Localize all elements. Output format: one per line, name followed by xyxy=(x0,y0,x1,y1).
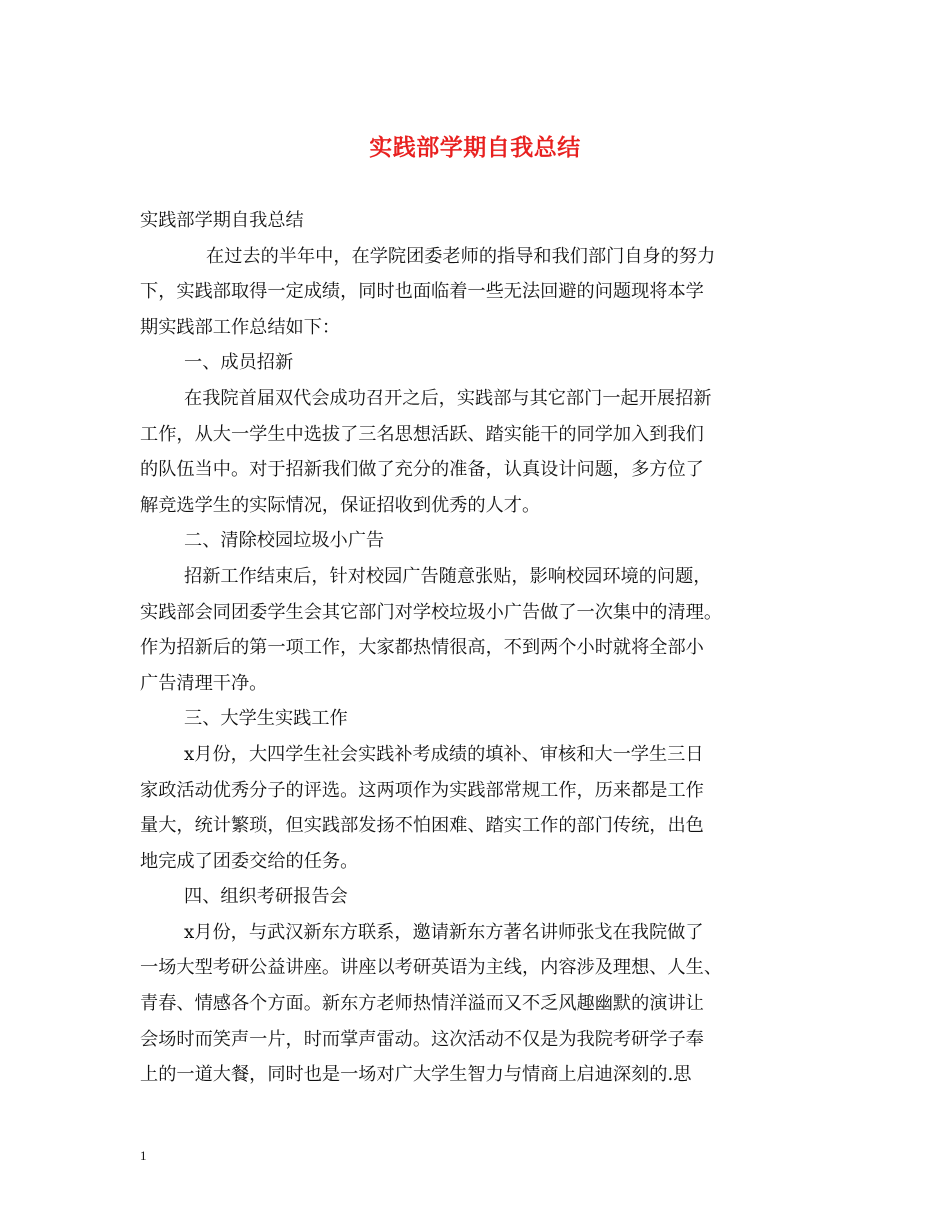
paragraph-line: 一场大型考研公益讲座。讲座以考研英语为主线，内容涉及理想、人生、 xyxy=(140,957,723,979)
paragraph-line: 解竞选学生的实际情况，保证招收到优秀的人才。 xyxy=(140,494,541,516)
paragraph-line: 在过去的半年中，在学院团委老师的指导和我们部门自身的努力 xyxy=(206,245,716,267)
document-body xyxy=(140,203,820,1093)
paragraph-line: 期实践部工作总结如下： xyxy=(140,316,341,338)
paragraph-line: 地完成了团委交给的任务。 xyxy=(140,850,359,872)
paragraph-line: x月份，与武汉新东方联系，邀请新东方著名讲师张戈在我院做了 xyxy=(184,921,704,943)
paragraph-line: 广告清理干净。 xyxy=(140,672,268,694)
body-heading-line: 实践部学期自我总结 xyxy=(140,210,304,231)
section-heading: 四、组织考研报告会 xyxy=(184,886,348,908)
paragraph-line: 的队伍当中。对于招新我们做了充分的准备，认真设计问题，多方位了 xyxy=(140,459,704,481)
document-title: 实践部学期自我总结 xyxy=(369,134,581,161)
paragraph-line: 会场时而笑声一片，时而掌声雷动。这次活动不仅是为我院考研学子奉 xyxy=(140,1028,704,1050)
paragraph-line: 家政活动优秀分子的评选。这两项作为实践部常规工作，历来都是工作 xyxy=(140,779,704,801)
paragraph-line: 量大，统计繁琐，但实践部发扬不怕困难、踏实工作的部门传统，出色 xyxy=(140,815,704,837)
paragraph-line: 工作，从大一学生中选拔了三名思想活跃、踏实能干的同学加入到我们 xyxy=(140,423,704,445)
paragraph-line: 下，实践部取得一定成绩，同时也面临着一些无法回避的问题现将本学 xyxy=(140,281,704,303)
section-heading: 一、成员招新 xyxy=(184,352,294,374)
page-number: 1 xyxy=(140,1148,147,1163)
paragraph-line: 作为招新后的第一项工作，大家都热情很高，不到两个小时就将全部小 xyxy=(140,637,704,659)
paragraph-line: 上的一道大餐，同时也是一场对广大学生智力与情商上启迪深刻的.思 xyxy=(140,1064,692,1086)
paragraph-line: 青春、情感各个方面。新东方老师热情洋溢而又不乏风趣幽默的演讲让 xyxy=(140,993,704,1015)
paragraph-line: 实践部会同团委学生会其它部门对学校垃圾小广告做了一次集中的清理。 xyxy=(140,601,723,623)
section-heading: 三、大学生实践工作 xyxy=(184,708,348,730)
paragraph-line: 在我院首届双代会成功召开之后，实践部与其它部门一起开展招新 xyxy=(184,387,712,409)
section-heading: 二、清除校园垃圾小广告 xyxy=(184,530,385,552)
paragraph-line: 招新工作结束后，针对校园广告随意张贴，影响校园环境的问题， xyxy=(184,565,712,587)
paragraph-line: x月份，大四学生社会实践补考成绩的填补、审核和大一学生三日 xyxy=(184,743,704,765)
